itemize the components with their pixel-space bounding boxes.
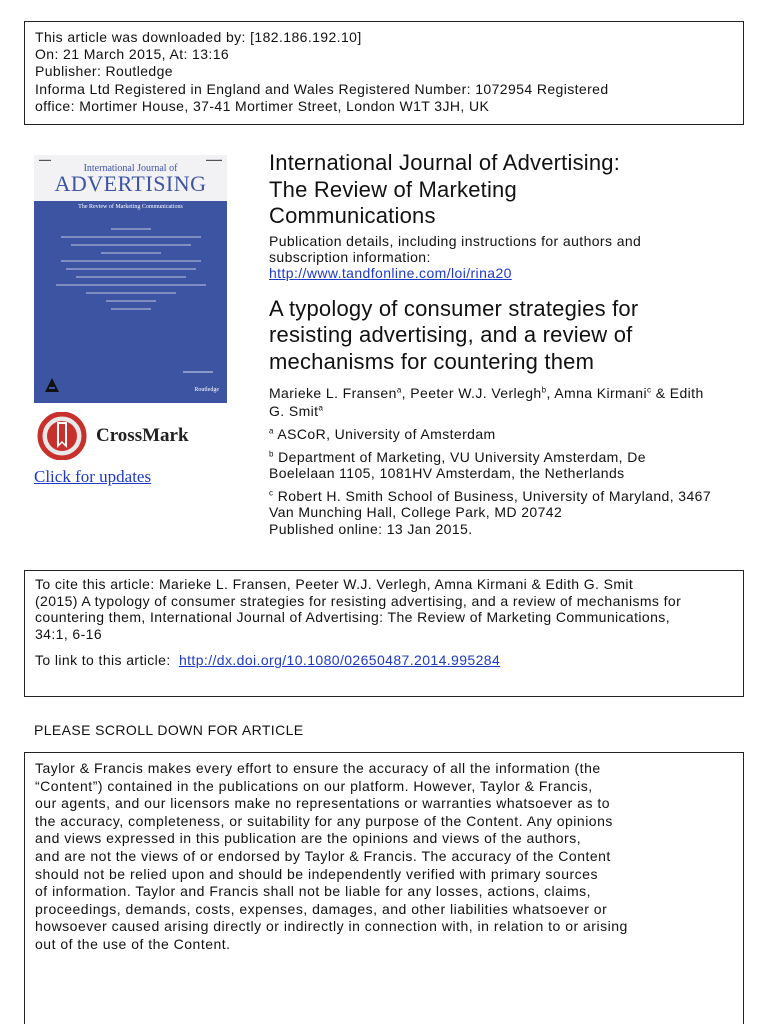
article-link-line	[35, 652, 733, 669]
cover-header: ▬▬▬ ▬▬▬▬ International Journal of ADVERTISING	[34, 155, 227, 201]
published-date: Published online: 13 Jan 2015.	[269, 520, 473, 537]
cover-journal-name: ADVERTISING	[54, 171, 207, 196]
doi-link[interactable]: http://dx.doi.org/10.1080/02650487.2014.995284	[178, 652, 501, 669]
author-name: Marieke L. Fransen	[269, 385, 397, 401]
article-info	[269, 150, 739, 537]
cover-publisher-mark-icon	[44, 377, 60, 393]
download-info-line: Publisher: Routledge	[35, 63, 173, 80]
cover-subtitle: The Review of Marketing Communications	[78, 204, 183, 210]
cover-journal-prefix: International Journal of	[83, 163, 178, 174]
download-info-line: Informa Ltd Registered in England and Wales Registered Number: 1072954 Registered	[35, 80, 609, 97]
download-info-line: On: 21 March 2015, At: 13:16	[35, 46, 230, 63]
download-info-line: This article was downloaded by: [182.186.192.10]	[35, 29, 362, 45]
cover-contents-lines	[52, 228, 209, 310]
author-list: Marieke L. Fransen$^a$, Peeter W.J. Verlegh$^b$, Amna Kirmani$^c$ & Edith G. Smit$^a$	[269, 385, 704, 419]
article-link-label: To link to this article:	[35, 652, 171, 669]
publication-details: Publication details, including instructions for authors and subscription information:	[269, 232, 642, 265]
affiliation: $^b$ Department of Marketing, VU University Amsterdam, De Boelelaan 1105, 1081HV Amsterdam, the Netherlands	[269, 448, 646, 481]
author-name: Peeter W.J. Verlegh	[410, 385, 542, 401]
author-name: G. Smit	[269, 403, 319, 419]
journal-cover-image	[34, 155, 227, 403]
journal-url-link[interactable]: http://www.tandfonline.com/loi/rina20	[269, 264, 512, 281]
journal-title: International Journal of Advertising: The Review of Marketing Communications	[269, 150, 621, 228]
citation-text: To cite this article: Marieke L. Fransen, Peeter W.J. Verlegh, Amna Kirmani & Edith G. Smit (2015) A typology of consumer strategies for resisting advertising, and a review of mechanisms for countering them, International Journal of Advertising: The Review of Marketing Communications, 34:1, 6-16	[35, 576, 682, 642]
crossmark-icon	[34, 412, 90, 460]
download-info-line: office: Mortimer House, 37-41 Mortimer Street, London W1T 3JH, UK	[35, 97, 490, 114]
download-info-box	[24, 21, 744, 125]
crossmark-label: CrossMark	[96, 425, 189, 446]
affiliation: $^a$ ASCoR, University of Amsterdam	[269, 426, 496, 442]
article-title: A typology of consumer strategies for resisting advertising, and a review of mechanisms for countering them	[269, 295, 639, 374]
citation-box	[24, 570, 744, 697]
author-name: Amna Kirmani	[554, 385, 647, 401]
disclaimer-text: Taylor & Francis makes every effort to ensure the accuracy of all the information (the “Content”) contained in the publications on our platform. However, Taylor & Francis, our agents, and our licensors make no representations or warranties whatsoever as to the accuracy, completeness, or suitability for any purpose of the Content. Any opinions and views expressed in this publication are the opinions and views of the authors, and are not the views of or endorsed by Taylor & Francis. The accuracy of the Content should not be relied upon and should be independently verified with primary sources of information. Taylor and Francis shall not be liable for any losses, actions, claims, proceedings, demands, costs, expenses, damages, and other liabilities whatsoever or howsoever caused arising directly or indirectly in connection with, in relation to or arising out of the use of the Content.	[35, 760, 628, 952]
click-for-updates-link[interactable]: Click for updates	[34, 467, 152, 486]
affiliation: $^c$ Robert H. Smith School of Business, University of Maryland, 3467 Van Munching Hall, College Park, MD 20742	[269, 487, 712, 520]
crossmark-badge[interactable]	[34, 412, 189, 460]
disclaimer-box	[24, 752, 744, 1024]
scroll-notice: PLEASE SCROLL DOWN FOR ARTICLE	[34, 722, 304, 738]
cover-routledge-logo: Routledge	[194, 387, 219, 393]
